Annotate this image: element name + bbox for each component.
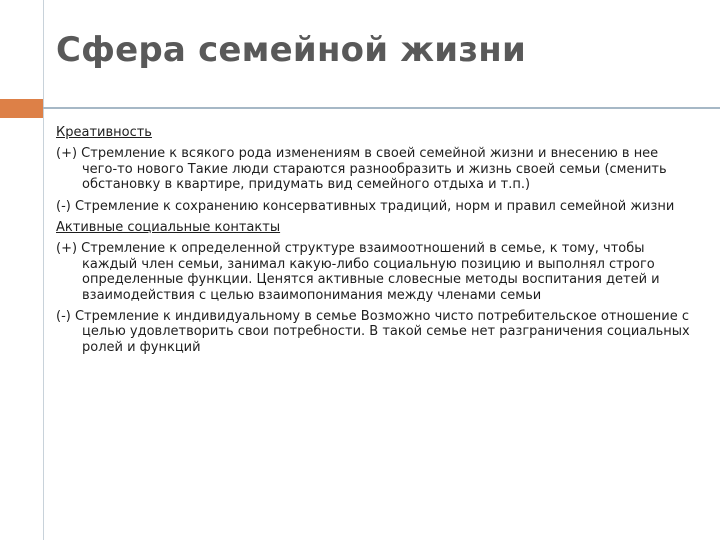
section-heading-creativity: Креативность xyxy=(56,125,152,140)
section-heading-social-contacts: Активные социальные контакты xyxy=(56,220,281,236)
list-item: (+) Стремление к определенной структуре взаимоотношений в семье, к тому, чтобы каждый член семьи, занимал какую-либо социальную позицию и выполнял строго определенные функции. Ценятся активные словесные методы воспитания детей и взаимодействия с целью взаимопонимания между членами семьи xyxy=(56,241,660,303)
accent-block xyxy=(0,99,43,118)
list-item: (-) Стремление к индивидуальному в семье Возможно чисто потребительское отношение с целью удовлетворить свои потребности. В такой семье нет разграничения социальных ролей и функций xyxy=(56,309,690,355)
title-rule xyxy=(43,107,720,109)
slide-title: Сфера семейной жизни xyxy=(56,30,526,70)
slide-body xyxy=(56,125,696,361)
list-item: (-) Стремление к сохранению консервативных традиций, норм и правил семейной жизни xyxy=(56,198,675,214)
left-vertical-divider xyxy=(43,0,44,540)
list-item: (+) Стремление к всякого рода изменениям в своей семейной жизни и внесению в нее чего-то нового Такие люди стараются разнообразить и жизнь своей семьи (сменить обстановку в квартире, придумать вид семейного отдыха и т.п.) xyxy=(56,146,667,193)
